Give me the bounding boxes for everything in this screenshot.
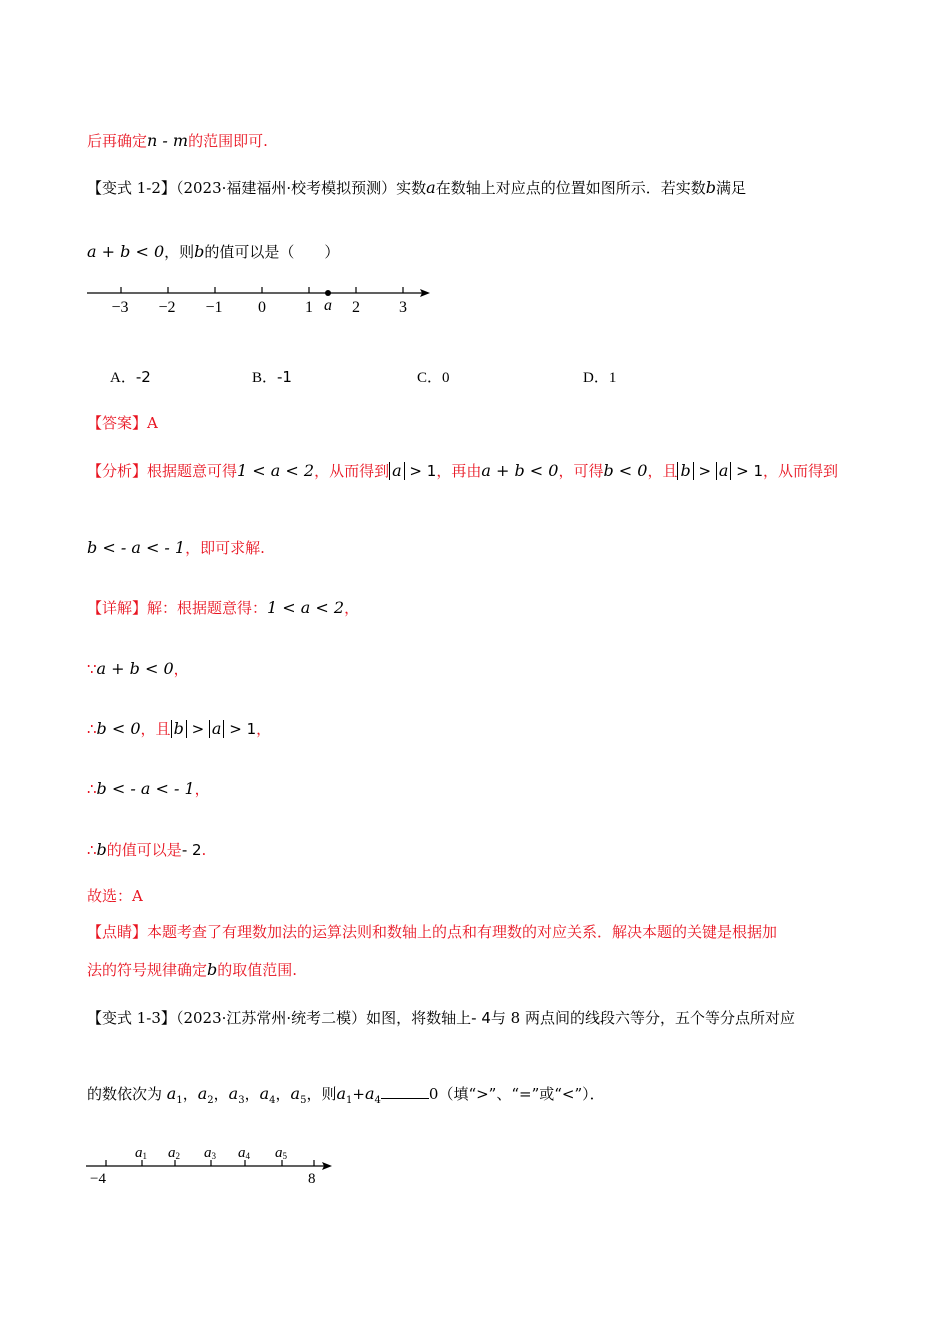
point-a-marker	[325, 290, 331, 296]
math-var: b	[194, 242, 205, 261]
question-tag: 【变式 1-3】	[87, 1009, 176, 1027]
svg-text:a4: a4	[238, 1145, 250, 1161]
text: 的值可以是（ ）	[204, 243, 340, 261]
tick-label: −2	[158, 299, 176, 316]
option-b[interactable]: B．-1	[252, 368, 292, 386]
detail-line2: ∵a + b < 0，	[87, 659, 189, 678]
number-line-figure-2	[80, 1135, 350, 1195]
tick-label: 1	[305, 299, 313, 316]
choose-line: 故选：A	[87, 887, 143, 905]
question-1-2-line1	[87, 178, 746, 198]
question-tag: 【变式 1-2】	[87, 179, 176, 197]
tick-label: −3	[111, 299, 129, 316]
question-source: （2023·福建福州·校考模拟预测）	[175, 179, 397, 197]
math-expr: a + b < 0	[87, 242, 165, 261]
text: 后再确定	[87, 132, 148, 150]
question-1-3-line2: 的数依次为 $a_1$，$a_2$，$a_3$，$a_4$，$a_5$，则$a_1+a_4$ 0（填“>”、“=”或“<”）．	[87, 1084, 605, 1106]
detail-tag: 【详解】	[87, 599, 148, 617]
option-d[interactable]: D．1	[583, 370, 617, 386]
text: 的范围即可.	[188, 132, 268, 150]
answer-line	[87, 413, 158, 433]
therefore-symbol: ∴	[87, 720, 97, 738]
text: 在数轴上对应点的位置如图所示．若实数	[435, 179, 706, 197]
tick-label: 0	[258, 299, 266, 316]
analysis-tag: 【分析】	[87, 462, 148, 480]
detail-line1: 【详解】解：根据题意得：1 < a < 2，	[87, 598, 360, 617]
svg-text:a1: a1	[135, 1145, 147, 1161]
detail-line4: ∴b < - a < - 1，	[87, 779, 210, 798]
answer-tag: 【答案】	[87, 414, 148, 432]
option-a[interactable]: A．-2	[110, 368, 151, 386]
svg-text:a2: a2	[168, 1145, 180, 1161]
previous-analysis-tail	[87, 131, 268, 151]
text: 实数	[396, 179, 427, 197]
svg-text:a3: a3	[204, 1145, 216, 1161]
comment-line2: 法的符号规律确定b的取值范围.	[87, 960, 298, 979]
detail-line3: ∴b < 0，且 b > a > 1，	[87, 719, 272, 738]
question-1-2-line2	[87, 242, 339, 262]
point-label: a	[324, 297, 332, 314]
comment-tag: 【点睛】	[87, 923, 148, 941]
math-var: a	[426, 178, 436, 197]
comment-line1: 【点睛】本题考查了有理数加法的运算法则和数轴上的点和有理数的对应关系．解决本题的关键是根据加	[87, 923, 778, 941]
tick-label: 3	[399, 299, 407, 316]
analysis-line1: 【分析】根据题意可得1 < a < 2，从而得到 a > 1，再由a + b < 0，可得b < 0，且 b > a > 1，从而得到	[87, 461, 839, 480]
text: 满足	[715, 179, 746, 197]
answer-value: A	[147, 414, 158, 432]
number-line-figure	[80, 280, 440, 320]
because-symbol: ∵	[87, 660, 97, 678]
option-c[interactable]: C．0	[417, 370, 450, 386]
tick-label: −1	[205, 299, 223, 316]
detail-line5: ∴b的值可以是- 2.	[87, 840, 207, 859]
answer-blank[interactable]	[381, 1084, 429, 1099]
math-expr: n - m	[147, 131, 189, 150]
tick-label: −4	[90, 1171, 106, 1187]
question-1-3-line1: 【变式 1-3】（2023·江苏常州·统考二模）如图，将数轴上- 4与 8 两点间的线段六等分，五个等分点所对应	[87, 1009, 795, 1027]
analysis-line2: b < - a < - 1，即可求解.	[87, 538, 265, 557]
tick-label: 2	[352, 299, 360, 316]
svg-text:a5: a5	[275, 1145, 287, 1161]
text: ，则	[164, 243, 195, 261]
tick-label: 8	[308, 1171, 316, 1187]
math-var: b	[705, 178, 716, 197]
